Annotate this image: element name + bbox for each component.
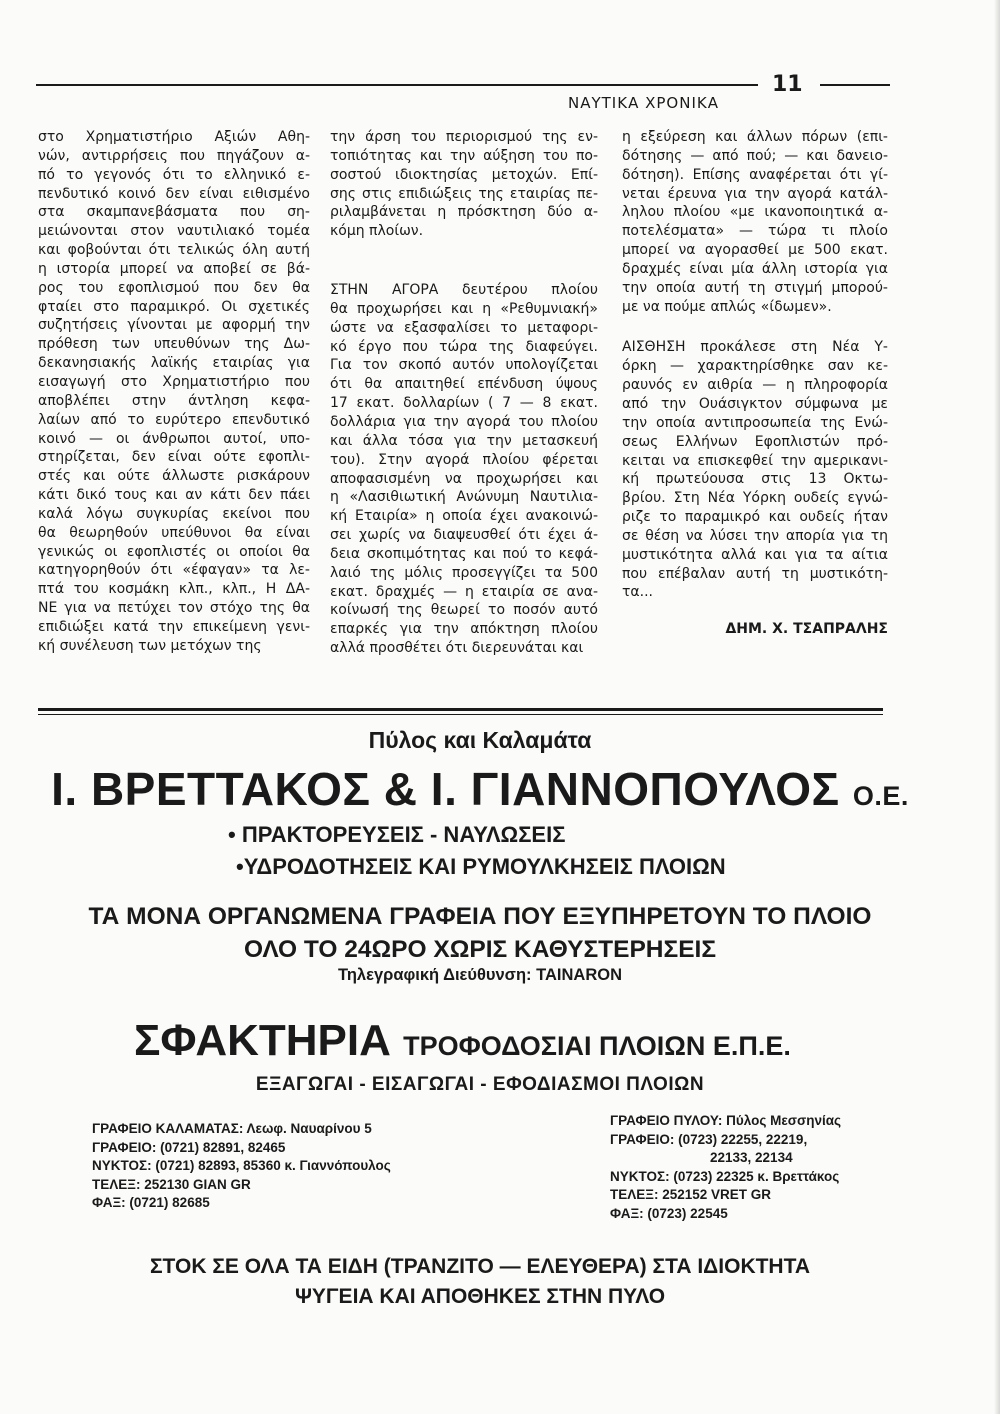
article-line: εκατ. δραχμές — η εταιρία σε ανα- [330,583,598,600]
article-line: ΑΙΣΘΗΣΗ προκάλεσε στη Νέα Υ- [622,339,888,356]
article-line: η ιστορία μπορεί να αποβεί σε βά- [38,260,310,277]
contact-line: ΓΡΑΦΕΙΟ ΚΑΛΑΜΑΤΑΣ: Λεωφ. Ναυαρίνου 5 [92,1121,372,1136]
article-line: μειώνονται στον ναυτιλιακό τομέα [38,223,310,240]
article-line: μπορεί να αγορασθεί με 500 εκατ. [622,242,888,259]
article-line: ποτελέσματα» — τώρα τι πλοίο [622,223,888,240]
contact-line: ΤΕΛΕΞ: 252152 VRET GR [610,1187,771,1202]
stock-line-1: ΣΤΟΚ ΣΕ ΟΛΑ ΤΑ ΕΙΔΗ (ΤΡΑΝΖΙΤΟ — ΕΛΕΥΘΕΡΑ) ΣΤΑ ΙΔΙΟΚΤΗΤΑ [149,1255,811,1278]
article-line: μυστικότητα αλλά και για τα αίτια [622,546,888,563]
article-line: κή Εταιρία» η οποία έχει ανακοινώ- [330,508,598,525]
article-paragraph [622,128,888,316]
article-line: και φοβούνται ότι τελικώς όλη αυτή [38,242,310,259]
article-line: επαρκές για την απόκτηση πλοίου [330,621,598,638]
article-line: όρκη — χαρακτηρίσθηκε σαν κε- [622,358,888,375]
tagline-line-2: ΟΛΟ ΤΟ 24ΩΡΟ ΧΩΡΙΣ ΚΑΘΥΣΤΕΡΗΣΕΙΣ [243,936,717,963]
article-line: στο Χρηματιστήριο Αξιών Αθη- [38,129,310,145]
article-line: 17 εκατ. δολλαρίων ( 7 — 8 εκατ. [330,395,598,412]
article-line: λαιό της μόλις προσεγγίζει τα 500 [330,564,598,581]
article-line: στές και ούτε άλλωστε ρισκάρουν [38,468,310,485]
page-header-title: ΝΑΥΤΙΚΑ ΧΡΟΝΙΚΑ [568,94,719,112]
advert-tagline [40,900,920,966]
article-line: εισαγωγή στο Χρηματιστήριο που [38,373,310,390]
stock-line-2: ΨΥΓΕΙΑ ΚΑΙ ΑΠΟΘΗΚΕΣ ΣΤΗΝ ΠΥΛΟ [294,1285,666,1308]
article-line: αλλά προσθέτει ότι διερευνάται και [330,640,584,657]
article-line: την άρση του περιορισμού της εν- [330,129,598,145]
advert-top-rule [38,708,883,711]
article-column-1 [38,128,310,656]
article-line: καλά λόγω συγκυρίας εκείνοι που [38,505,310,522]
article-line: από την Ουάσιγκτον σύμφωνα με [622,395,888,412]
brand-name: ΣΦΑΚΤΗΡΙΑ [134,1016,391,1065]
article-column-3 [622,128,888,639]
tagline-line-1: ΤΑ ΜΟΝΑ ΟΡΓΑΝΩΜΕΝΑ ΓΡΑΦΕΙΑ ΠΟΥ ΕΞΥΠΗΡΕΤΟΥΝ ΤΟ ΠΛΟΙΟ [88,903,872,930]
article-line: ώστε να εξασφαλίσει το μεταφορι- [330,319,598,336]
contact-line: ΦΑΞ: (0723) 22545 [610,1205,728,1221]
article-line: την οποία αυτή τη στιγμή μπορού- [622,279,888,296]
article-line: σει χωρίς να διαψευσθεί ότι έχει ά- [330,527,598,544]
advert-company-name [40,762,920,816]
article-line: και άλλα τόσα για την μετασκευή [330,432,598,449]
article-line: αποβλέπει στην άντληση κεφα- [38,392,310,409]
advert-brand [134,1016,791,1066]
article-paragraph [330,281,598,658]
article-line: δότηση). Επίσης αναφέρεται ότι γί- [622,166,888,183]
article-line: θα θεωρηθούν υπεύθυνοι θα είναι [38,524,310,541]
article-line: βρίου. Στη Νέα Υόρκη ουδείς εγνώ- [622,490,888,507]
article-line: ΣΤΗΝ ΑΓΟΡΑ δευτέρου πλοίου [330,282,598,299]
telegraph-address: Τηλεγραφική Διεύθυνση: TAINARON [338,966,622,984]
article-line: πρόθεση των υπευθύνων της Δω- [38,336,310,353]
article-line: ΝΕ για να πετύχει τον στόχο της θα [38,600,310,617]
article-line: φταίει στο παραμικρό. Οι σχετικές [38,298,310,315]
article-line: δεκανησιακής λαϊκής εταιρίας για [38,355,310,372]
article-line: ότι θα απαιτηθεί επένδυση ύψους [330,376,598,393]
contact-line: ΝΥΚΤΟΣ: (0723) 22325 κ. Βρεττάκος [610,1168,840,1184]
article-line: κατηγορηθούν ότι «έφαγαν» τα λε- [38,562,310,579]
article-line: σε θέση να λύσει την απορία για τη [622,527,888,544]
article-line: με να πούμε απλώς «ίδωμεν». [622,298,832,315]
article-line: πό το γεγονός ότι το ελληνικό ε- [38,166,310,183]
article-line: δραχμές είναι μία άλλη ιστορία για [622,260,888,277]
article-line: νών, αντιρρήσεις που πηγάζουν α- [38,147,310,164]
advert-location: Πύλος και Καλαμάτα [368,727,592,753]
article-line: ρος του εφοπλισμού που δεν θα [38,279,310,296]
article-line: συζητήσεις γίνονται με αφορμή την [38,317,310,334]
article-line: Για τον σκοπό αυτόν υπολογίζεται [330,357,598,374]
article-line: σεως Ελλήνων Εφοπλιστών πρό- [622,433,888,450]
article-line: ληλου πλοίου «με ικανοποιητικά α- [622,204,888,221]
article-line: νεται έρευνα για την αγορά κατάλ- [622,185,888,202]
advert-top-rule-thin [38,714,883,715]
kalamata-office-contacts [92,1120,391,1213]
contact-line: ΓΡΑΦΕΙΟ: (0723) 22255, 22219, [610,1131,808,1147]
article-line: τα... [622,584,654,601]
article-line: κοινό — οι άνθρωποι αυτοί, υπο- [38,430,310,447]
brand-description: ΤΡΟΦΟΔΟΣΙΑΙ ΠΛΟΙΩΝ Ε.Π.Ε. [403,1031,791,1061]
article-line: κή πρωτεύουσα στις 13 Οκτω- [622,471,888,488]
article-signature: ΔΗΜ. Χ. ΤΣΑΠΡΑΛΗΣ [725,621,888,638]
article-line: θα προχωρήσει και η «Ρεθυμνιακή» [330,300,598,317]
article-line: επιδιώξει κατά την επικείμενη γενι- [38,618,310,635]
article-line: η «Λασιθιωτική Ανώνυμη Ναυτιλια- [330,489,598,506]
article-line: που επέβαλαν αυτή τη μυστικότη- [622,565,888,582]
contact-line: ΓΡΑΦΕΙΟ: (0721) 82891, 82465 [92,1139,286,1155]
contact-line: ΦΑΞ: (0721) 82685 [92,1195,210,1210]
pylos-office-contacts [610,1112,841,1223]
article-line: ριζε το παραμικρό και ουδείς ήταν [622,509,888,526]
contact-line: ΓΡΑΦΕΙΟ ΠΥΛΟΥ: Πύλος Μεσσηνίας [610,1113,842,1128]
company-suffix: Ο.Ε. [852,781,909,811]
article-line: κάτι δικό τους και αν κάτι δεν πάει [38,487,310,504]
article-line: η εξεύρεση και άλλων πόρων (επι- [622,129,888,145]
contact-line: ΝΥΚΤΟΣ: (0721) 82893, 85360 κ. Γιαννόπουλος [92,1158,391,1173]
article-line: πενδυτικό κοινό δεν είναι ειθισμένο [38,185,310,202]
article-line: σοστού ιδιοκτησίας μετοχών. Επί- [330,166,598,183]
article-line: την οποία αντιπροσωπεία της Ενώ- [622,414,888,431]
article-paragraph [330,128,598,241]
article-line: δολλάρια για την αγορά του πλοίου [330,413,598,430]
header-rule-left [36,84,758,86]
article-paragraph [622,338,888,602]
contact-line: 22133, 22134 [710,1150,793,1165]
article-line: πτά του κοσμάκη κλπ., κλπ., Η ΔΑ- [38,581,310,598]
article-line: στηρίζεται, δεν είναι ούτε εφοπλι- [38,449,310,466]
article-line: γενικώς οι εφοπλιστές οι οποίοι θα [38,543,310,560]
article-line: στα σκαμπανεβάσματα που ση- [38,204,310,221]
article-line: κοίνωσή της θεωρεί το ποσόν αυτό [330,602,598,619]
article-line: του). Στην αγορά πλοίου φέρεται [330,451,598,468]
article-line: αποφασισμένη να προχωρήσει και [330,470,598,487]
article-line: ριλαμβάνεται η πρόσκτηση δύο α- [330,204,598,221]
article-paragraph [38,128,310,656]
service-item-agencies: • ΠΡΑΚΤΟΡΕΥΣΕΙΣ - ΝΑΥΛΩΣΕΙΣ [228,822,566,847]
service-item-water-towing: •ΥΔΡΟΔΟΤΗΣΕΙΣ ΚΑΙ ΡΥΜΟΥΛΚΗΣΕΙΣ ΠΛΟΙΩΝ [236,854,726,879]
article-line: λαίων από το ευρύτερο επενδυτικό [38,411,310,428]
article-line: κόμη πλοίων. [330,223,424,240]
company-name-text: Ι. ΒΡΕΤΤΑΚΟΣ & Ι. ΓΙΑΝΝΟΠΟΥΛΟΣ [51,763,840,815]
article-line: κειται να επισκεφθεί την αμερικανι- [622,452,888,469]
article-line: κή συνέλευση των μετόχων της [38,637,262,654]
advert-trade-line: ΕΞΑΓΩΓΑΙ - ΕΙΣΑΓΩΓΑΙ - ΕΦΟΔΙΑΣΜΟΙ ΠΛΟΙΩΝ [255,1074,705,1095]
contact-line: ΤΕΛΕΞ: 252130 GIAN GR [92,1176,251,1192]
article-line: δότησης — από πού; — και δανειο- [622,147,888,164]
article-line: ραυνός εν αιθρία — η πληροφορία [622,377,888,394]
article-line: σης στις επιδιώξεις της εταιρίας πε- [330,185,598,202]
article-line: τοπιότητας και την αύξηση του πο- [330,147,598,164]
advert-stock-notice [40,1252,920,1312]
article-line: κό έργο που τώρα της διαφεύγει. [330,338,598,355]
page-number: 11 [772,72,803,97]
page-edge-shadow [994,0,1000,1414]
article-line: δεια σκοπιμότητας και πού το κεφά- [330,545,598,562]
header-rule-right [820,84,890,86]
article-column-2 [330,128,598,658]
